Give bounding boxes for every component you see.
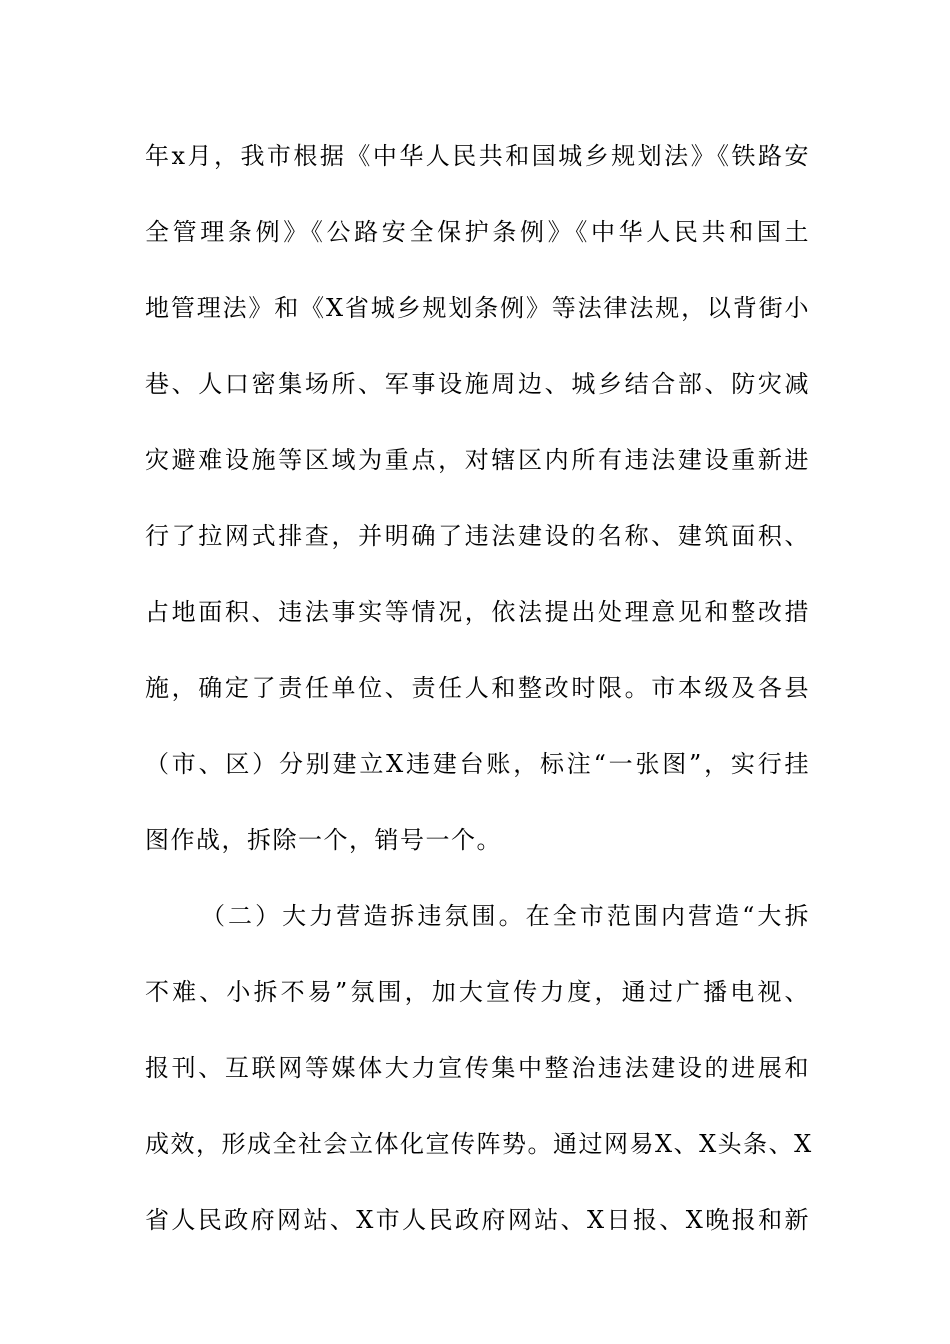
paragraph-line: 施，确定了责任单位、责任人和整改时限。市本级及各县 — [145, 674, 810, 702]
paragraph-line: 地管理法》和《X省城乡规划条例》等法律法规，以背街小 — [145, 294, 810, 322]
paragraph-line: 灾避难设施等区域为重点，对辖区内所有违法建设重新进 — [145, 446, 810, 474]
section-heading-line: （二）大力营造拆违氛围。在全市范围内营造“大拆 — [201, 902, 810, 930]
paragraph-line: 行了拉网式排查，并明确了违法建设的名称、建筑面积、 — [145, 522, 810, 550]
paragraph-line: 全管理条例》《公路安全保护条例》《中华人民共和国土 — [145, 218, 810, 246]
paragraph-line: 报刊、互联网等媒体大力宣传集中整治违法建设的进展和 — [145, 1054, 810, 1082]
paragraph-line: 不难、小拆不易”氛围，加大宣传力度，通过广播电视、 — [145, 978, 810, 1006]
paragraph-line: 年x月，我市根据《中华人民共和国城乡规划法》《铁路安 — [145, 142, 810, 170]
paragraph-line: 成效，形成全社会立体化宣传阵势。通过网易X、X头条、X — [145, 1130, 813, 1158]
paragraph-line: （市、区）分别建立X违建台账，标注“一张图”，实行挂 — [145, 750, 810, 778]
paragraph-line: 省人民政府网站、X市人民政府网站、X日报、X晚报和新 — [145, 1206, 810, 1234]
paragraph-line: 图作战，拆除一个，销号一个。 — [145, 826, 502, 854]
paragraph-line: 巷、人口密集场所、军事设施周边、城乡结合部、防灾减 — [145, 370, 810, 398]
paragraph-line: 占地面积、违法事实等情况，依法提出处理意见和整改措 — [145, 598, 810, 626]
